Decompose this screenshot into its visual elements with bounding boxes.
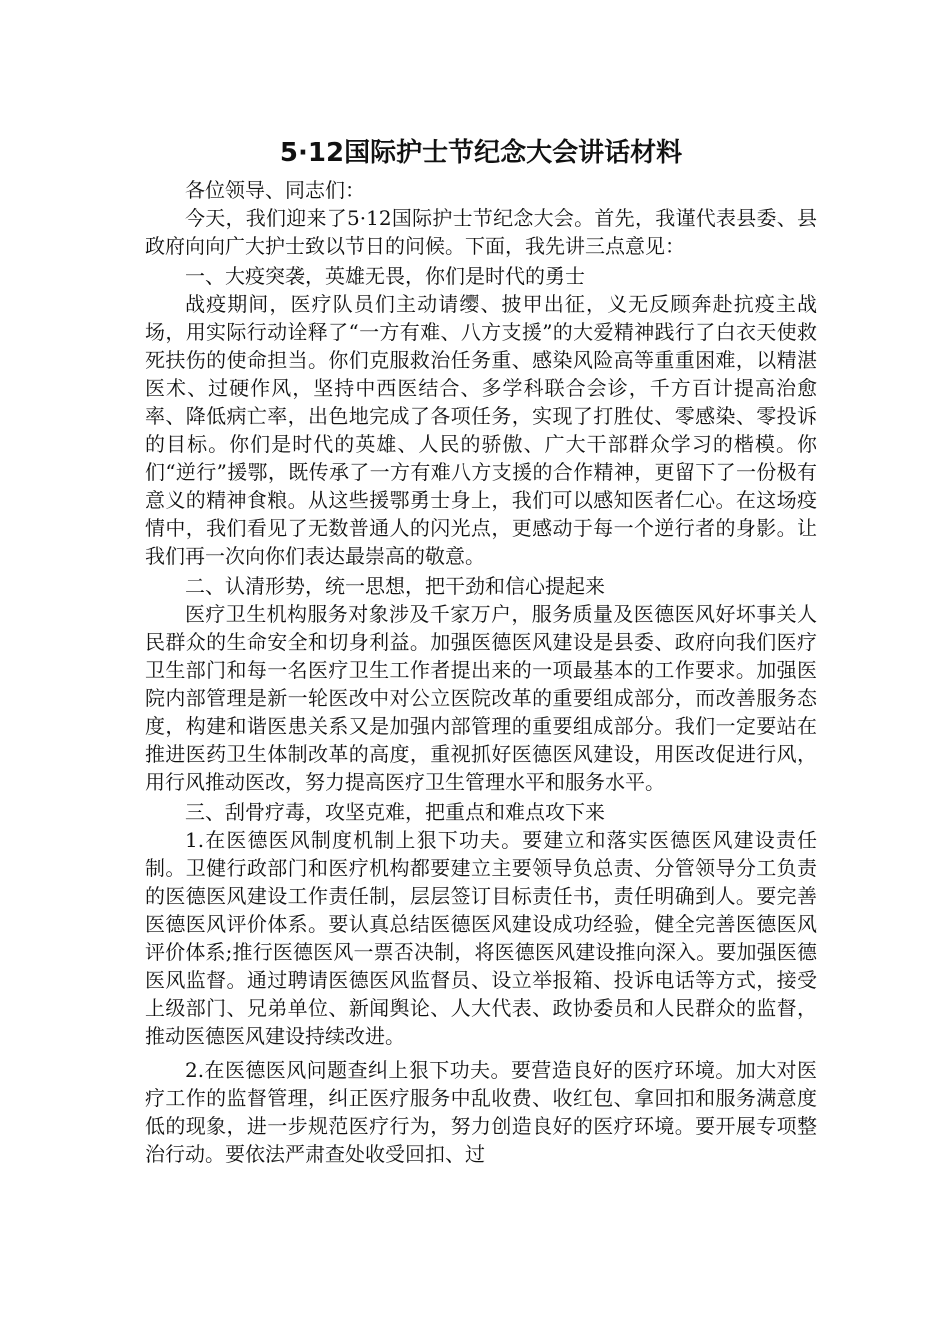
section-2-body: 医疗卫生机构服务对象涉及千家万户，服务质量及医德医风好坏事关人民群众的生命安全和切身利益。加强医德医风建设是县委、政府向我们医疗卫生部门和每一名医疗卫生工作者提出来的一项最基本的工作要求。加强医院内部管理是新一轮医改中对公立医院改革的重要组成部分，而改善服务态度，构建和谐医患关系又是加强内部管理的重要组成部分。我们一定要站在推进医药卫生体制改革的高度，重视抓好医德医风建设，用医改促进行风，用行风推动医改，努力提高医疗卫生管理水平和服务水平。: [145, 602, 817, 794]
document-content: [145, 132, 817, 1168]
section-3-item-1: 1.在医德医风制度机制上狠下功夫。要建立和落实医德医风建设责任制。卫健行政部门和医疗机构都要建立主要领导负总责、分管领导分工负责的医德医风建设工作责任制，层层签订目标责任书，责任明确到人。要完善医德医风评价体系。要认真总结医德医风建设成功经验，健全完善医德医风评价体系;推行医德医风一票否决制，将医德医风建设推向深入。要加强医德医风监督。通过聘请医德医风监督员、设立举报箱、投诉电话等方式，接受上级部门、兄弟单位、新闻舆论、人大代表、政协委员和人民群众的监督，推动医德医风建设持续改进。: [145, 828, 817, 1048]
greeting-paragraph: 各位领导、同志们：: [185, 178, 365, 202]
section-3-heading: 三、刮骨疗毒，攻坚克难，把重点和难点攻下来: [185, 800, 605, 824]
section-1-body: 战疫期间，医疗队员们主动请缨、披甲出征，义无反顾奔赴抗疫主战场，用实际行动诠释了“一方有难、八方支援”的大爱精神践行了白衣天使救死扶伤的使命担当。你们克服救治任务重、感染风险高等重重困难，以精湛医术、过硬作风，坚持中西医结合、多学科联合会诊，千方百计提高治愈率、降低病亡率，出色地完成了各项任务，实现了打胜仗、零感染、零投诉的目标。你们是时代的英雄、人民的骄傲、广大干部群众学习的楷模。你们“逆行”援鄂，既传承了一方有难八方支援的合作精神，更留下了一份极有意义的精神食粮。从这些援鄂勇士身上，我们可以感知医者仁心。在这场疫情中，我们看见了无数普通人的闪光点，更感动于每一个逆行者的身影。让我们再一次向你们表达最崇高的敬意。: [145, 292, 817, 568]
section-3-item-2: 2.在医德医风问题查纠上狠下功夫。要营造良好的医疗环境。加大对医疗工作的监督管理，纠正医疗服务中乱收费、收红包、拿回扣和服务满意度低的现象，进一步规范医疗行为，努力创造良好的医疗环境。要开展专项整治行动。要依法严肃查处收受回扣、过: [145, 1058, 817, 1166]
document-title: 5·12国际护士节纪念大会讲话材料: [279, 138, 683, 168]
intro-paragraph: 今天，我们迎来了5·12国际护士节纪念大会。首先，我谨代表县委、县政府向向广大护士致以节日的问候。下面，我先讲三点意见：: [145, 206, 817, 258]
section-2-heading: 二、认清形势，统一思想，把干劲和信心提起来: [185, 574, 605, 598]
section-1-heading: 一、大疫突袭，英雄无畏，你们是时代的勇士: [185, 264, 585, 288]
